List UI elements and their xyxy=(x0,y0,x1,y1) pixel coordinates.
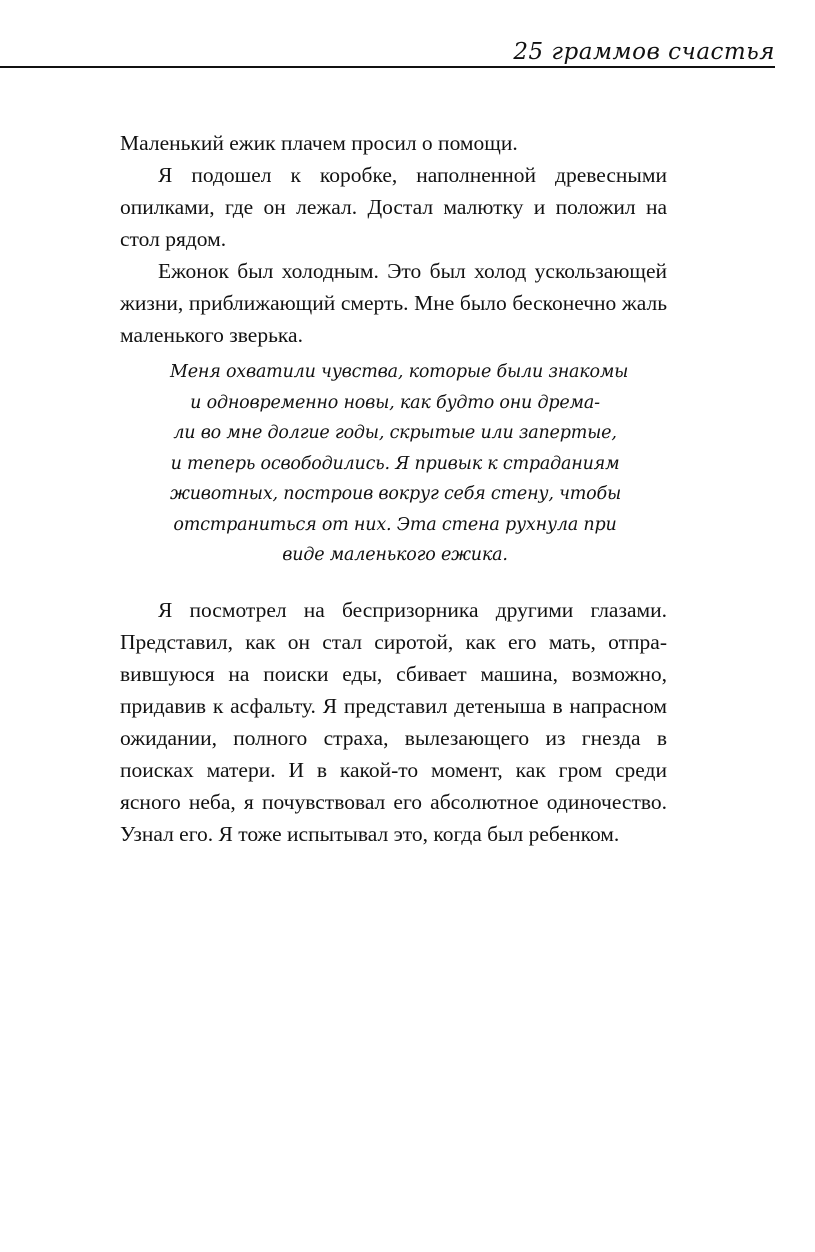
running-head-title: 25 граммов счастья xyxy=(513,39,775,65)
quote-line: животных, построив вокруг себя стену, чтобы xyxy=(170,484,622,504)
header-rule xyxy=(0,66,775,68)
body-text-after-quote xyxy=(120,594,667,850)
quote-line: Меня охватили чувства, которые были знакомы xyxy=(170,362,629,382)
paragraph: Я подошел к коробке, наполненной древесными опилками, где он лежал. Достал малютку и положил на стол рядом. xyxy=(120,163,667,251)
paragraph: Ежонок был холодным. Это был холод ускользающей жизни, приближающий смерть. Мне было бесконечно жаль маленького зверька. xyxy=(120,259,667,347)
quote-line: и одновременно новы, как будто они дрема- xyxy=(190,392,600,413)
quote-line: виде маленького ежика. xyxy=(282,545,508,565)
paragraph: Я посмотрел на беспризорника другими глазами. Представил, как он стал сиротой, как его мать, отправившуюся на поиски еды, сбивает машина, возможно, придавив к асфальту. Я представил детеныша в напрасном ожидании, полного страха, вылезающего из гнезда в поисках матери. И в какой-то момент, как гром среди ясного неба, я почувствовал его абсолютное одиночество. Узнал его. Я тоже испытывал это, когда был ребенком. xyxy=(120,598,667,846)
pull-quote xyxy=(170,357,629,571)
quote-line: отстраниться от них. Эта стена рухнула при xyxy=(173,514,617,535)
quote-line: ли во мне долгие годы, скрытые или запертые, xyxy=(173,423,617,443)
body-text-before-quote xyxy=(120,127,667,351)
quote-line: и теперь освободились. Я привык к страданиям xyxy=(170,453,620,474)
paragraph: Маленький ежик плачем просил о помощи. xyxy=(120,131,518,155)
